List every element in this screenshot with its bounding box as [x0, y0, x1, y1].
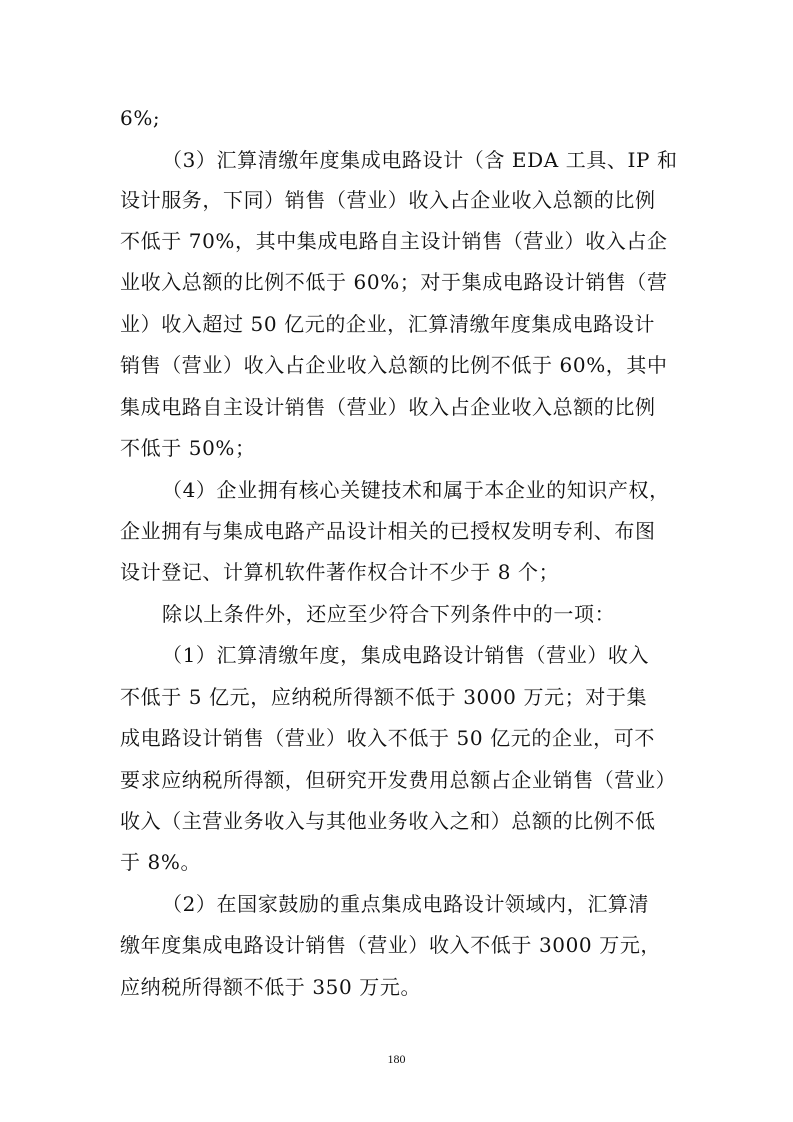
body-text-line: 设计登记、计算机软件著作权合计不少于 8 个；: [120, 560, 560, 584]
condition-1-heading-line: （1）汇算清缴年度，集成电路设计销售（营业）收入: [162, 643, 650, 667]
body-text-line: 不低于 5 亿元，应纳税所得额不低于 3000 万元；对于集: [120, 685, 648, 709]
body-text-line: 缴年度集成电路设计销售（营业）收入不低于 3000 万元，: [120, 933, 662, 957]
body-text-line: 不低于 50%；: [120, 436, 256, 460]
body-text-line: 设计服务，下同）销售（营业）收入占企业收入总额的比例: [120, 188, 656, 212]
page-number: 180: [387, 1052, 406, 1066]
clause-3-heading-line: （3）汇算清缴年度集成电路设计（含 EDA 工具、IP 和: [162, 148, 678, 172]
body-text-line: 要求应纳税所得额，但研究开发费用总额占企业销售（营业）: [120, 768, 677, 792]
body-text-line: 6%;: [120, 106, 161, 130]
body-text-line: 应纳税所得额不低于 350 万元。: [120, 975, 422, 999]
body-text-line: 收入（主营业务收入与其他业务收入之和）总额的比例不低: [120, 809, 656, 833]
body-text-line: 不低于 70%，其中集成电路自主设计销售（营业）收入占企: [120, 229, 668, 253]
clause-4-heading-line: （4）企业拥有核心关键技术和属于本企业的知识产权，: [162, 478, 670, 502]
body-text-line: 集成电路自主设计销售（营业）收入占企业收入总额的比例: [120, 395, 656, 419]
body-text-line: 业）收入超过 50 亿元的企业，汇算清缴年度集成电路设计: [120, 312, 655, 336]
additional-conditions-line: 除以上条件外，还应至少符合下列条件中的一项：: [162, 602, 616, 626]
body-text-line: 成电路设计销售（营业）收入不低于 50 亿元的企业，可不: [120, 726, 655, 750]
body-text-line: 销售（营业）收入占企业收入总额的比例不低于 60%，其中: [120, 353, 668, 377]
condition-2-heading-line: （2）在国家鼓励的重点集成电路设计领域内，汇算清: [162, 892, 650, 916]
body-text-line: 于 8%。: [120, 850, 202, 874]
body-text-line: 业收入总额的比例不低于 60%；对于集成电路设计销售（营: [120, 270, 668, 294]
body-text-line: 企业拥有与集成电路产品设计相关的已授权发明专利、布图: [120, 519, 656, 543]
